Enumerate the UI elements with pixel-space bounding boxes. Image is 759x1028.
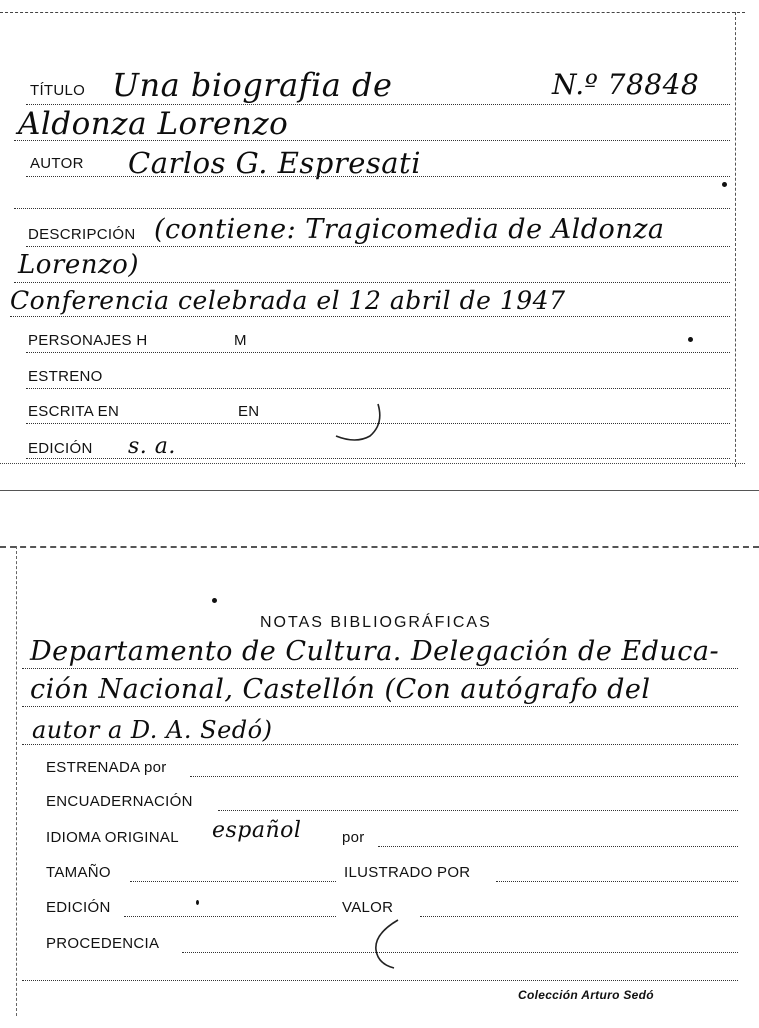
card-top-border (0, 12, 745, 13)
notas-rule-1 (22, 668, 738, 669)
personajes-label: PERSONAJES H (28, 332, 148, 349)
idioma-label: IDIOMA ORIGINAL (46, 829, 179, 846)
personajes-m-label: M (234, 332, 247, 349)
numero-value: N.º 78848 (552, 68, 700, 101)
autor-rule-2 (14, 208, 730, 209)
ilustrado-label: ILUSTRADO POR (344, 864, 471, 881)
autor-rule (26, 176, 730, 177)
card-top-border (0, 546, 759, 548)
edicion-rule (124, 916, 336, 917)
personajes-rule (26, 352, 730, 353)
encuadernacion-rule (218, 810, 738, 811)
notas-rule-3 (22, 744, 738, 745)
card-right-border (735, 12, 736, 467)
autor-value: Carlos G. Espresati (128, 146, 421, 180)
descripcion-rule-2 (14, 282, 730, 283)
ink-dot (196, 900, 199, 905)
edicion-label: EDICIÓN (28, 440, 93, 457)
ink-dot (722, 182, 727, 187)
descripcion-value-line2: Lorenzo) (18, 250, 139, 280)
ilustrado-rule (496, 881, 738, 882)
edicion-label: EDICIÓN (46, 899, 111, 916)
edicion-rule (26, 458, 730, 459)
decorative-curve (326, 398, 386, 448)
titulo-value-line1: Una biografia de (112, 66, 393, 104)
titulo-rule (26, 104, 730, 105)
notas-title: NOTAS BIBLIOGRÁFICAS (260, 614, 492, 631)
descripcion-value-line3: Conferencia celebrada el 12 abril de 1947 (10, 286, 566, 315)
decorative-curve (364, 916, 414, 972)
card-cut-line (0, 490, 759, 491)
valor-label: VALOR (342, 899, 394, 916)
notas-rule-2 (22, 706, 738, 707)
descripcion-value-line1: (contiene: Tragicomedia de Aldonza (154, 214, 665, 245)
estrenada-label: ESTRENADA por (46, 759, 167, 776)
titulo-value-line2: Aldonza Lorenzo (18, 106, 289, 142)
catalog-card-bottom (0, 540, 759, 1028)
ink-dot (688, 337, 693, 342)
encuadernacion-label: ENCUADERNACIÓN (46, 793, 193, 810)
idioma-value: español (212, 818, 302, 843)
valor-rule (420, 916, 738, 917)
edicion-value: s. a. (128, 434, 176, 459)
titulo-rule-2 (14, 140, 730, 141)
escrita-label: ESCRITA EN (28, 403, 120, 420)
tamano-label: TAMAÑO (46, 864, 111, 881)
autor-label: AUTOR (30, 155, 84, 172)
titulo-label: TÍTULO (30, 82, 86, 99)
notas-line1: Departamento de Cultura. Delegación de Educa- (30, 636, 720, 667)
procedencia-label: PROCEDENCIA (46, 935, 160, 952)
descripcion-rule-3 (10, 316, 730, 317)
ink-dot (212, 598, 217, 603)
card-bottom-rule (22, 980, 738, 981)
procedencia-rule (182, 952, 738, 953)
estrenada-rule (190, 776, 738, 777)
por-label: por (342, 829, 365, 846)
card-left-border (16, 546, 17, 1016)
idioma-rule (378, 846, 738, 847)
card-bottom-border (0, 463, 745, 464)
descripcion-rule (26, 246, 730, 247)
catalog-card-top (0, 0, 759, 470)
descripcion-label: DESCRIPCIÓN (28, 226, 136, 243)
notas-line3: autor a D. A. Sedó) (32, 716, 273, 744)
notas-line2: ción Nacional, Castellón (Con autógrafo del (30, 674, 651, 705)
collection-footer: Colección Arturo Sedó (518, 988, 654, 1002)
estreno-label: ESTRENO (28, 368, 103, 385)
en-label: EN (238, 403, 260, 420)
estreno-rule (26, 388, 730, 389)
tamano-rule (130, 881, 336, 882)
